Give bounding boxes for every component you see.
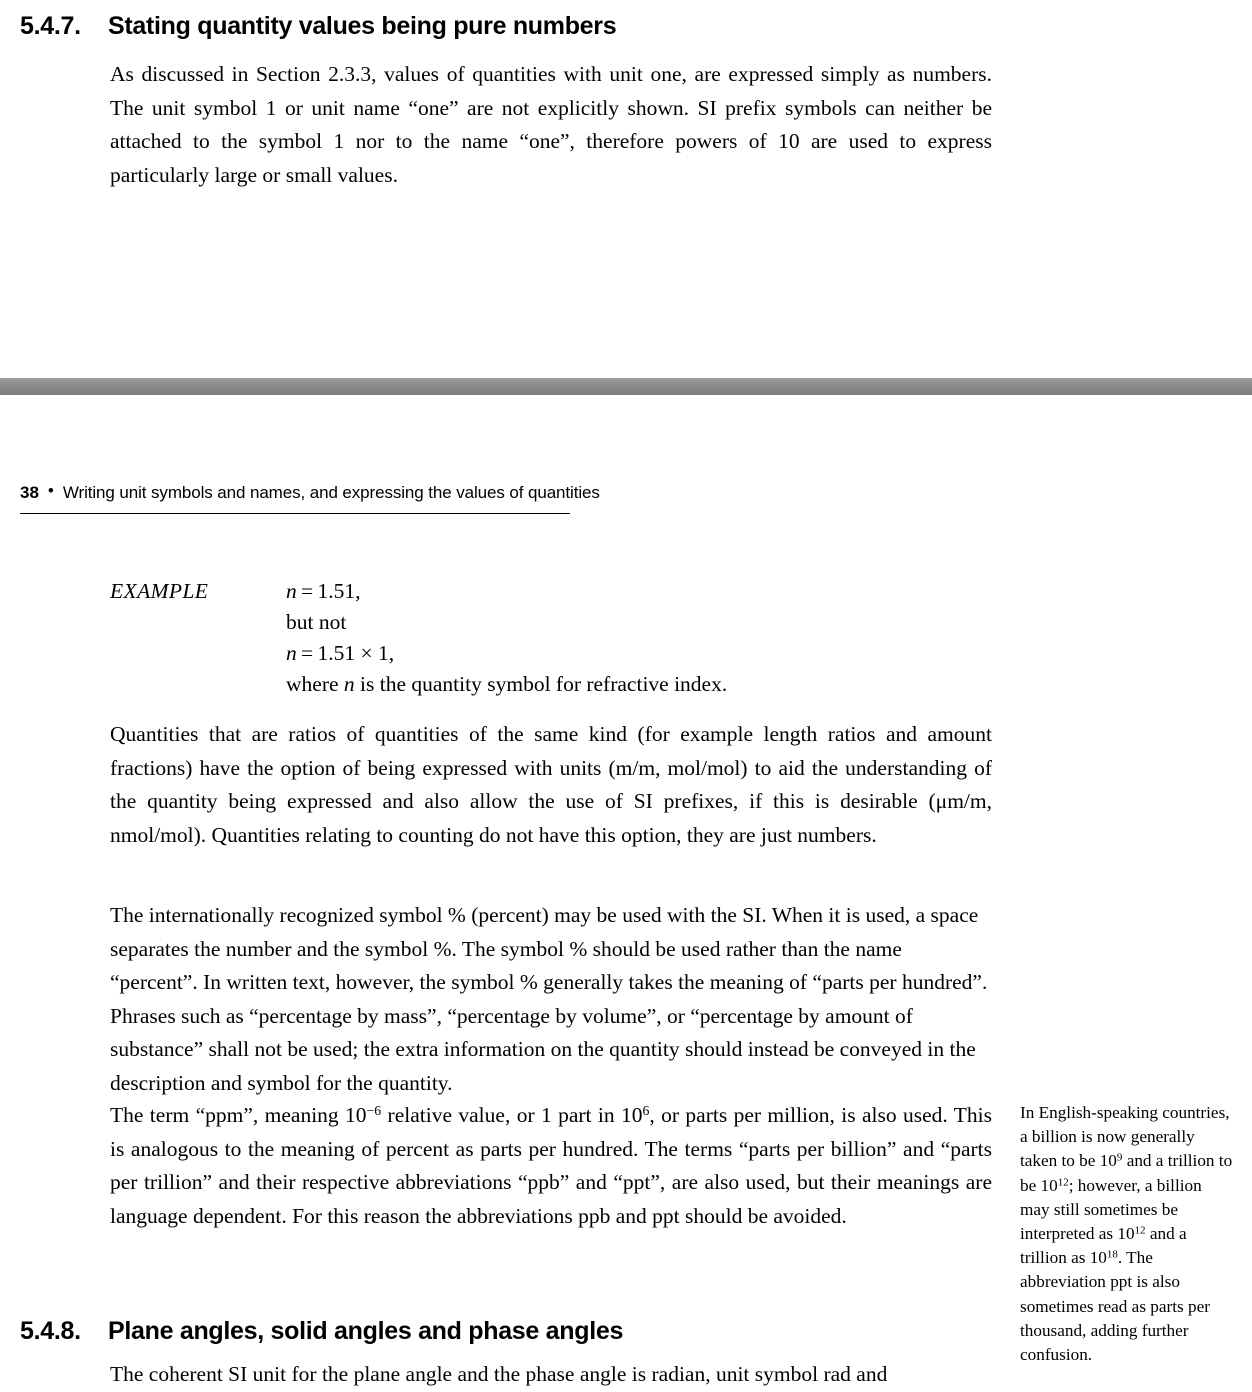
running-header-text: Writing unit symbols and names, and expressing the values of quantities (62, 483, 600, 502)
quantity-symbol-n: n (343, 672, 355, 696)
page-number: 38 (20, 483, 39, 502)
example-line-1-rest: = 1.51, (296, 579, 361, 603)
margin-note-part-1: In English-speaking countries, a billion is now generally taken to be 10 (1020, 1103, 1230, 1171)
quantity-symbol-n: n (286, 641, 297, 665)
paragraph-percent: The internationally recognized symbol % (percent) may be used with the SI. When it is used, a space separates the number and the symbol %. The symbol % should be used rather than the name “percent”. In written text, however, the symbol % generally takes the meaning of “parts per hundred”. Phrases such as “percentage by mass”, “percentage by volume”, or “percentage by amount of substance” shall not be used; the extra information on the quantity should instead be conveyed in the description and symbol for the quantity. (110, 903, 988, 1095)
ppm-text-part-1: The term “ppm”, meaning 10 (110, 1103, 367, 1127)
page-break-separator (0, 378, 1252, 395)
section-number: 5.4.7. (20, 12, 81, 40)
header-rule (20, 513, 570, 514)
section-title: Stating quantity values being pure numbers (108, 12, 617, 40)
margin-note-part-3: ; however, a billion may still sometimes be interpreted as 10 (1020, 1175, 1202, 1244)
bullet-icon: • (47, 481, 54, 500)
ppm-text-part-2: relative value, or 1 part in 10 (381, 1103, 643, 1127)
example-line-3-rest: = 1.51 × 1, (296, 641, 395, 665)
exponent-twelve: 12 (1134, 1224, 1146, 1237)
section-number: 5.4.8. (20, 1317, 81, 1345)
margin-note-part-5: . The abbreviation ppt is also sometimes read as parts per thousand, adding further confusion. (1020, 1248, 1210, 1365)
example-line-4-after: is the quantity symbol for refractive index. (354, 672, 728, 696)
running-header (20, 483, 600, 503)
quantity-symbol-n: n (286, 579, 297, 603)
exponent-six: 6 (642, 1102, 650, 1118)
margin-note-part-2: and a trillion to be 10 (1020, 1151, 1233, 1195)
paragraph-plane-angles: The coherent SI unit for the plane angle and the phase angle is radian, unit symbol rad and (110, 1362, 888, 1386)
section-heading-5-4-8 (20, 1317, 623, 1346)
section-heading-5-4-7 (20, 12, 616, 41)
section-title: Plane angles, solid angles and phase angles (108, 1317, 624, 1345)
example-line-4-before: where (286, 672, 344, 696)
example-label: EXAMPLE (110, 579, 209, 603)
example-block (110, 576, 1000, 700)
paragraph-pure-numbers: As discussed in Section 2.3.3, values of quantities with unit one, are expressed simply as numbers. The unit symbol 1 or unit name “one” are not explicitly shown. SI prefix symbols can neither be attached to the symbol 1 nor to the name “one”, therefore powers of 10 are used to express particularly large or small values. (110, 62, 992, 187)
example-lines (286, 576, 1000, 700)
example-line-4 (286, 669, 1000, 700)
ppm-text-part-3: , or parts per million, is also used. This is analogous to the meaning of percent as parts per hundred. The terms “parts per billion” and “parts per trillion” and their respective abbreviations “ppb” and “ppt”, are also used, but their meanings are language dependent. For this reason the abbreviations ppb and ppt should be avoided. (110, 1103, 992, 1228)
margin-note-part-4: and a trillion as 10 (1020, 1224, 1187, 1268)
exponent-minus-six: −6 (366, 1102, 382, 1118)
exponent-nine: 9 (1116, 1151, 1123, 1164)
exponent-twelve: 12 (1057, 1175, 1069, 1188)
exponent-eighteen: 18 (1106, 1248, 1118, 1261)
margin-note-billion-trillion (1020, 1101, 1234, 1367)
paragraph-ratios: Quantities that are ratios of quantities of the same kind (for example length ratios and amount fractions) have the option of being expressed with units (m/m, mol/mol) to aid the understanding of the quantity being expressed and also allow the use of SI prefixes, if this is desirable (μm/m, nmol/mol). Quantities relating to counting do not have this option, they are just numbers. (110, 722, 992, 847)
example-line-2: but not (286, 610, 347, 634)
paragraph-ppm (110, 1099, 992, 1233)
example-line-3 (286, 638, 1000, 669)
example-line-1 (286, 576, 1000, 607)
